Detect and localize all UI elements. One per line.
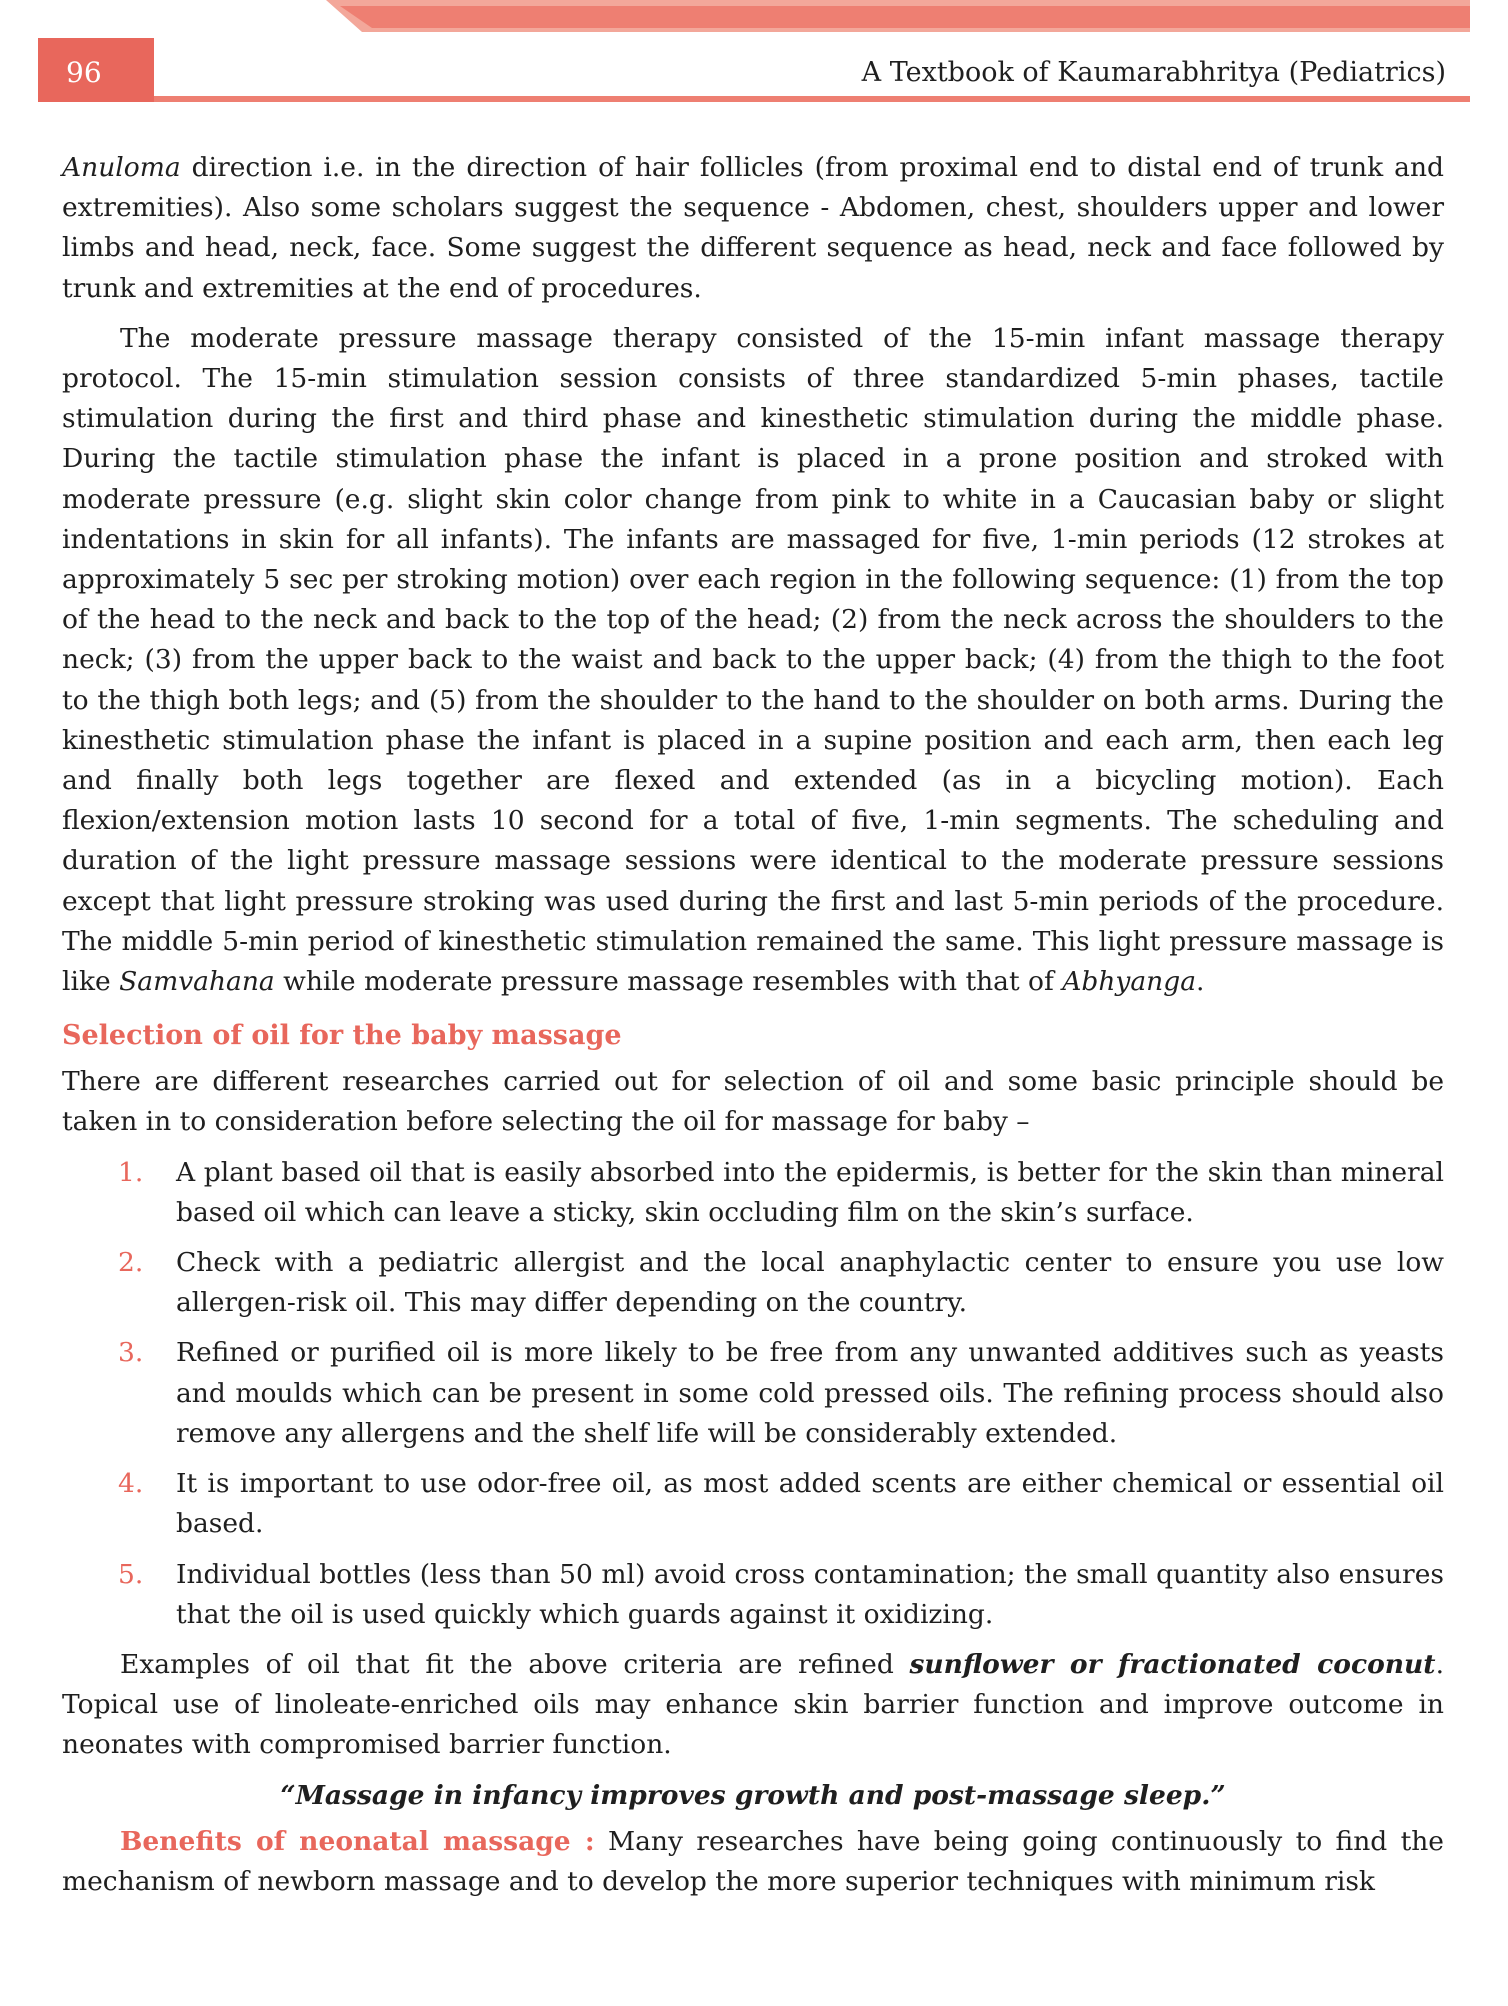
list-item-text: A plant based oil that is easily absorbed into the epidermis, is better for the skin than mineral based oil which can leave a sticky, skin occluding film on the skin’s surface.: [176, 1156, 1444, 1228]
list-item: [62, 1333, 1444, 1454]
list-item: [62, 1555, 1444, 1635]
page-number: 96: [66, 56, 102, 89]
list-number: 5.: [118, 1558, 144, 1590]
paragraph-1: [62, 148, 1444, 309]
header-top-stripe-dark: [340, 6, 1470, 28]
paragraph-1-text: direction i.e. in the direction of hair follicles (from proximal end to distal end of trunk and extremities). Also some scholars suggest the sequence - Abdomen, chest, shoulders upper and lower limbs and head, neck, face. Some suggest the different sequence as head, neck and face followed by trunk and extremities at the end of procedures.: [62, 152, 1444, 304]
paragraph-5-text: Many researches have being going continuously to find the mechanism of newborn massage and to develop the more superior techniques with minimum risk: [62, 1825, 1444, 1897]
oil-examples: sunflower or fractionated coconut: [909, 1648, 1436, 1680]
paragraph-2: [62, 319, 1444, 1002]
list-number: 4.: [118, 1468, 144, 1500]
page-content: [62, 148, 1444, 1912]
term-abhyanga: Abhyanga: [1062, 966, 1197, 998]
paragraph-5: [62, 1822, 1444, 1902]
list-item: [62, 1464, 1444, 1544]
pull-quote: “Massage in infancy improves growth and post-massage sleep.”: [280, 1779, 1226, 1811]
term-anuloma: Anuloma: [62, 152, 181, 183]
running-title: A Textbook of Kaumarabhritya (Pediatrics): [861, 57, 1446, 88]
benefits-heading: Benefits of neonatal massage :: [120, 1825, 595, 1857]
list-item-text: Check with a pediatric allergist and the local anaphylactic center to ensure you use low allergen-risk oil. This may differ depending on the country.: [176, 1247, 1444, 1319]
list-number: 2.: [118, 1247, 144, 1279]
list-item-text: Refined or purified oil is more likely to be free from any unwanted additives such as yeasts and moulds which can be present in some cold pressed oils. The refining process should also remove any allergens and the shelf life will be considerably extended.: [176, 1337, 1444, 1449]
list-item: [62, 1153, 1444, 1233]
paragraph-4-end: . Topical use of linoleate-enriched oils may enhance skin barrier function and improve outcome in neonates with compromised barrier function.: [62, 1648, 1444, 1761]
term-samvahana: Samvahana: [119, 966, 275, 998]
paragraph-2-end: .: [1196, 966, 1205, 998]
list-number: 1.: [118, 1156, 144, 1188]
paragraph-3: There are different researches carried out for selection of oil and some basic principle should be taken in to consideration before selecting the oil for massage for baby –: [62, 1066, 1444, 1138]
section-heading-oil: Selection of oil for the baby massage: [62, 1020, 622, 1052]
paragraph-4: [62, 1645, 1444, 1766]
paragraph-2-mid: while moderate pressure massage resembles with that of: [274, 966, 1063, 998]
oil-criteria-list: [62, 1153, 1444, 1635]
list-item-text: It is important to use odor-free oil, as most added scents are either chemical or essential oil based.: [176, 1468, 1444, 1540]
paragraph-2-text: The moderate pressure massage therapy consisted of the 15-min infant massage therapy protocol. The 15-min stimulation session consists of three standardized 5-min phases, tactile stimulation during the first and third phase and kinesthetic stimulation during the middle phase. During the tactile stimulation phase the infant is placed in a prone position and stroked with moderate pressure (e.g. slight skin color change from pink to white in a Caucasian baby or slight indentations in skin for all infants). The infants are massaged for five, 1-min periods (12 strokes at approximately 5 sec per stroking motion) over each region in the following sequence: (1) from the top of the head to the neck and back to the top of the head; (2) from the neck across the shoulders to the neck; (3) from the upper back to the waist and back to the upper back; (4) from the thigh to the foot to the thigh both legs; and (5) from the shoulder to the hand to the shoulder on both arms. During the kinesthetic stimulation phase the infant is placed in a supine position and each arm, then each leg and finally both legs together are flexed and extended (as in a bicycling motion). Each flexion/extension motion lasts 10 second for a total of five, 1-min segments. The scheduling and duration of the light pressure massage sessions were identical to the moderate pressure sessions except that light pressure stroking was used during the first and last 5-min periods of the procedure. The middle 5-min period of kinesthetic stimulation remained the same. This light pressure massage is like: [62, 322, 1444, 998]
list-item-text: Individual bottles (less than 50 ml) avoid cross contamination; the small quantity also ensures that the oil is used quickly which guards against it oxidizing.: [176, 1558, 1444, 1630]
list-item: [62, 1243, 1444, 1323]
list-number: 3.: [118, 1337, 144, 1369]
paragraph-4-text: Examples of oil that fit the above criteria are refined: [120, 1648, 910, 1680]
